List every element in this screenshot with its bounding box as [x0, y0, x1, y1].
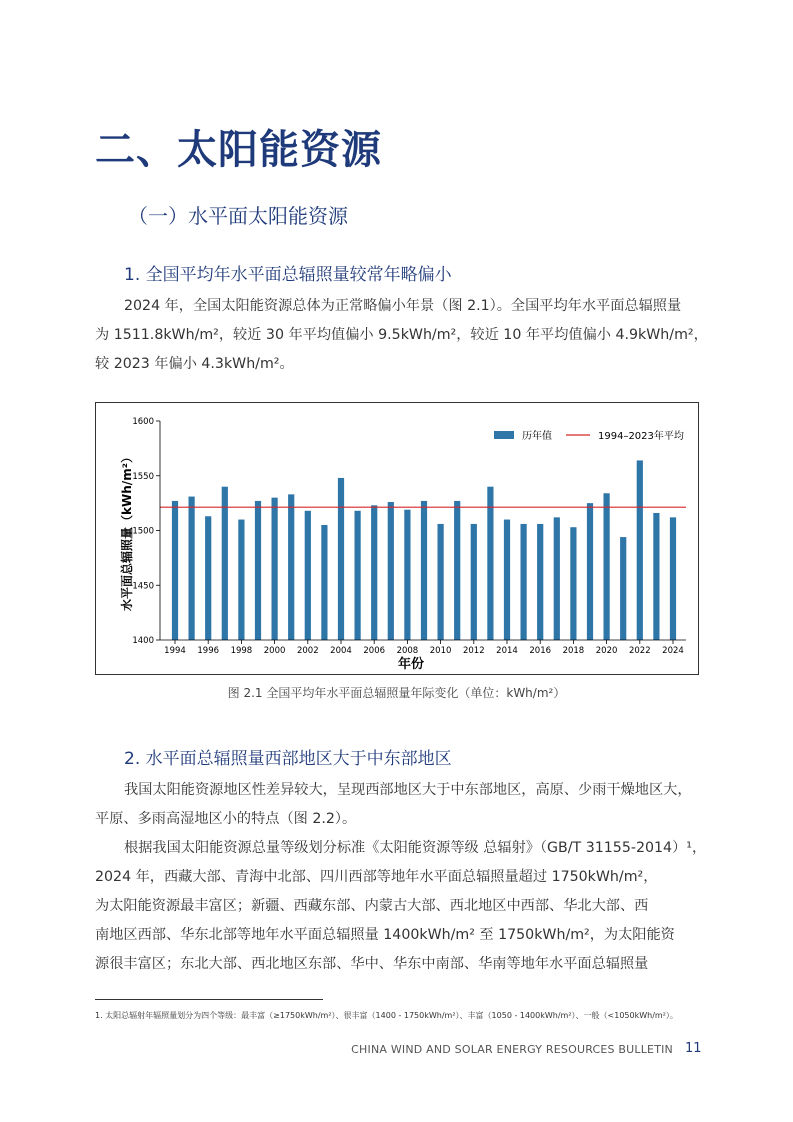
subsection-heading-1: 1. 全国平均年水平面总辐照量较常年略偏小 [124, 265, 452, 285]
bar-2017 [554, 517, 560, 640]
paragraph-2 [95, 776, 700, 834]
y-tick-label: 1450 [132, 581, 154, 592]
y-tick-label: 1600 [132, 417, 154, 427]
y-tick-label: 1550 [132, 471, 154, 482]
bar-1996 [205, 516, 211, 640]
bar-2016 [537, 524, 543, 640]
paragraph-line: 南地区西部、华东北部等地年水平面总辐照量 1400kWh/m² 至 1750kWh/m²，为太阳能资 [95, 927, 675, 943]
bar-2020 [604, 493, 610, 640]
paragraph-line: 较 2023 年偏小 4.3kWh/m²。 [95, 356, 294, 372]
bar-2010 [438, 524, 444, 640]
figure-2-1-chart [95, 402, 699, 675]
footnote: 1. 太阳总辐射年辐照量划分为四个等级：最丰富（≥1750kWh/m²）、很丰富（1400 - 1750kWh/m²）、丰富（1050 - 1400kWh/m²）、一般（<1050kWh/m²）。 [95, 1011, 678, 1020]
bar-2023 [653, 513, 659, 640]
bar-2012 [471, 524, 477, 640]
x-tick-label: 1994 [164, 646, 186, 656]
bar-1994 [172, 501, 178, 640]
x-tick-label: 2006 [363, 646, 386, 656]
bar-2008 [404, 510, 410, 640]
bar-2019 [587, 503, 593, 640]
bar-2018 [570, 527, 576, 640]
footer-bulletin-title: CHINA WIND AND SOLAR ENERGY RESOURCES BULLETIN [351, 1043, 673, 1056]
x-tick-label: 2000 [263, 646, 286, 656]
legend [494, 429, 684, 442]
x-tick-label: 2022 [628, 646, 651, 656]
paragraph-1 [95, 292, 708, 379]
x-tick-label: 1996 [197, 646, 220, 656]
bar-2007 [388, 502, 394, 640]
legend-bar-label: 历年值 [522, 431, 552, 442]
x-tick-label: 2004 [330, 646, 352, 656]
chart-svg [96, 403, 698, 674]
page-number: 11 [685, 1041, 702, 1056]
x-tick-label: 1998 [230, 646, 253, 656]
x-tick-label: 2008 [396, 646, 419, 656]
y-tick-label: 1400 [132, 636, 154, 646]
bar-2015 [521, 524, 527, 640]
x-tick-label: 2002 [296, 646, 319, 656]
bar-2021 [620, 537, 626, 640]
x-tick-label: 2024 [662, 646, 684, 656]
paragraph-line: 为 1511.8kWh/m²，较近 30 年平均值偏小 9.5kWh/m²，较近 10 年平均值偏小 4.9kWh/m²， [95, 327, 708, 343]
bar-2001 [288, 494, 294, 640]
y-axis-label: 水平面总辐照量（kWh/m²） [120, 451, 134, 611]
subsection-heading-2: 2. 水平面总辐照量西部地区大于中东部地区 [124, 749, 452, 769]
paragraph-line: 2024 年，西藏大部、青海中北部、四川西部等地年水平面总辐照量超过 1750kWh/m²， [95, 869, 658, 885]
bar-2011 [454, 501, 460, 640]
bar-2014 [504, 520, 510, 640]
x-tick-label: 2014 [496, 646, 518, 656]
paragraph-line: 2024 年，全国太阳能资源总体为正常略偏小年景（图 2.1）。全国平均年水平面总辐照量 [124, 298, 682, 314]
footnote-divider [95, 999, 323, 1000]
bar-2004 [338, 478, 344, 640]
y-tick-label: 1500 [132, 526, 154, 537]
paragraph-line: 平原、多雨高湿地区小的特点（图 2.2）。 [95, 811, 357, 827]
section-title: （一）水平面太阳能资源 [128, 204, 348, 228]
bar-2000 [272, 498, 278, 640]
x-tick-label: 2016 [529, 646, 552, 656]
bar-1997 [222, 487, 228, 640]
x-axis-label: 年份 [397, 657, 425, 672]
bar-2024 [670, 517, 676, 640]
x-tick-label: 2018 [562, 646, 585, 656]
x-tick-label: 2010 [429, 646, 452, 656]
paragraph-line: 为太阳能资源最丰富区；新疆、西藏东部、内蒙古大部、西北地区中西部、华北大部、西 [95, 898, 649, 914]
bar-2022 [637, 460, 643, 640]
figure-caption: 图 2.1 全国平均年水平面总辐照量年际变化（单位：kWh/m²） [227, 686, 566, 700]
paragraph-3 [95, 834, 707, 979]
bar-2002 [305, 511, 311, 640]
bar-2006 [371, 505, 377, 640]
bar-2005 [355, 511, 361, 640]
paragraph-line: 根据我国太阳能资源总量等级划分标准《太阳能资源等级 总辐射》（GB/T 31155-2014）¹， [124, 840, 707, 856]
bar-1999 [255, 501, 261, 640]
x-tick-label: 2012 [462, 646, 485, 656]
chapter-title: 二、太阳能资源 [95, 127, 382, 173]
bar-1998 [238, 520, 244, 640]
legend-bar-swatch [494, 431, 514, 439]
bar-2003 [321, 525, 327, 640]
paragraph-line: 源很丰富区；东北大部、西北地区东部、华中、华东中南部、华南等地年水平面总辐照量 [95, 956, 649, 972]
bar-2009 [421, 501, 427, 640]
bar-2013 [487, 487, 493, 640]
paragraph-line: 我国太阳能资源地区性差异较大，呈现西部地区大于中东部地区，高原、少雨干燥地区大， [124, 782, 692, 798]
bar-1995 [189, 497, 195, 640]
x-tick-label: 2020 [595, 646, 618, 656]
legend-line-label: 1994–2023年平均 [598, 431, 684, 442]
